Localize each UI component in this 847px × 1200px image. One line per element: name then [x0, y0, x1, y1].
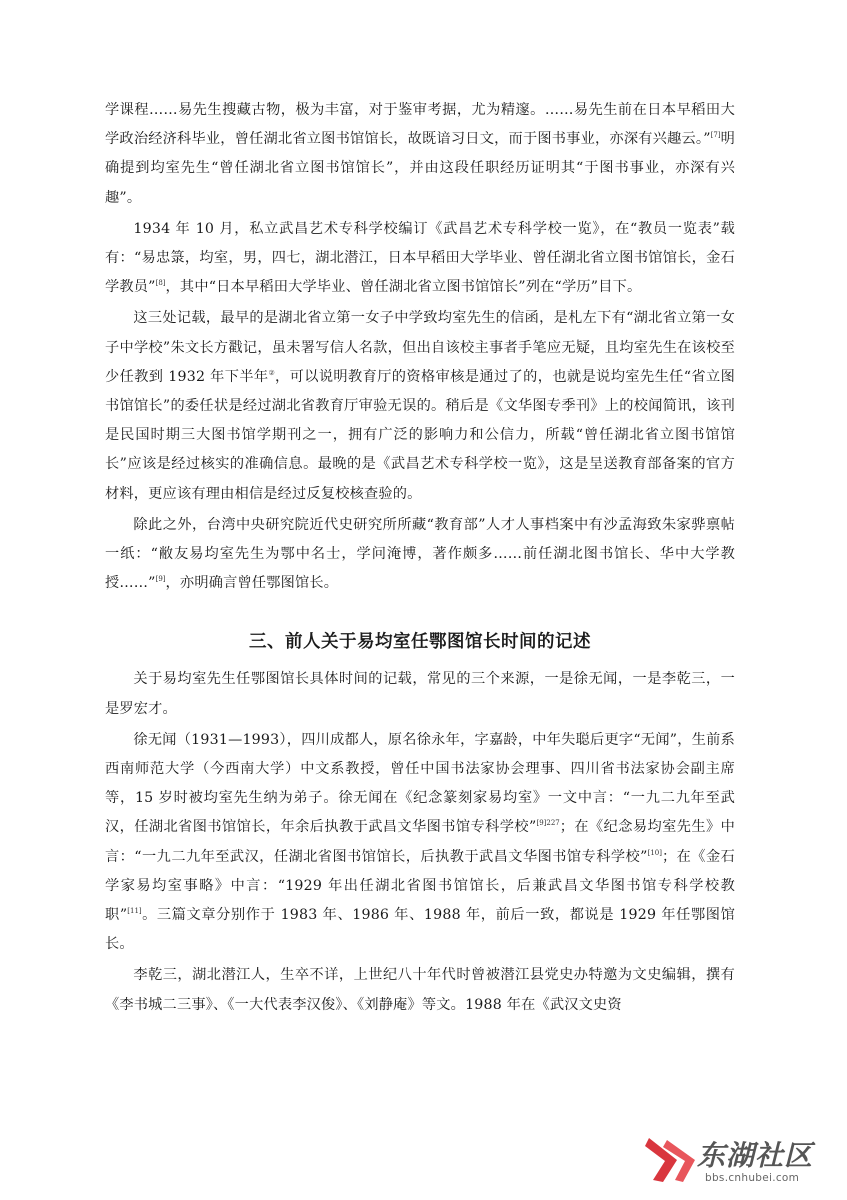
- paragraph-3: 这三处记载，最早的是湖北省立第一女子中学致均室先生的信函，是札左下有“湖北省立第一女子中学校”朱文长方戳记，虽未署写信人名款，但出自该校主事者手笔应无疑，且均室先生在该校至少任教到 1932 年下半年②，可以说明教育厅的资格审核是通过了的，也就是说均室先生任“省立图书馆馆长”的委任状是经过湖北省教育厅审验无误的。稍后是《文华图专季刊》上的校闻简讯，该刊是民国时期三大图书馆学期刊之一，拥有广泛的影响力和公信力，所载“曾任湖北省立图书馆馆长”应该是经过核实的准确信息。最晚的是《武昌艺术专科学校一览》，这是呈送教育部备案的官方材料，更应该有理由相信是经过反复校核查验的。: [105, 310, 736, 502]
- paragraph-1: 学课程……易先生搜藏古物，极为丰富，对于鉴审考据，尤为精邃。……易先生前在日本早稻田大学政治经济科毕业，曾任湖北省立图书馆馆长，故既谙习日文，而于图书事业，亦深有兴趣云。”[7]明确提到均室先生“曾任湖北省立图书馆馆长”，并由这段任职经历证明其“于图书事业，亦深有兴趣”。: [105, 102, 735, 206]
- watermark-url: bbs.cnhubei.com: [705, 1172, 800, 1184]
- site-logo-icon: [643, 1134, 703, 1186]
- section-title: 三、前人关于易均室任鄂图馆长时间的记述: [249, 632, 591, 653]
- paragraph-4: 除此之外，台湾中央研究院近代史研究所所藏“教育部”人才人事档案中有沙孟海致朱家骅禀帖一纸：“敝友易均室先生为鄂中名士，学问淹博，著作颇多……前任湖北图书馆长、华中大学教授……”[9]，亦明确言曾任鄂图馆长。: [105, 516, 735, 592]
- paragraph-6: 徐无闻（1931—1993），四川成都人，原名徐永年，字嘉龄，中年失聪后更字“无闻”，生前系西南师范大学（今西南大学）中文系教授，曾任中国书法家协会理事、四川省书法家协会副主席等，15 岁时被均室先生纳为弟子。徐无闻在《纪念篆刻家易均室》一文中言：“一九二九年至武汉，任湖北省图书馆馆长，年余后执教于武昌文华图书馆专科学校”$^{[9]227}$；在《纪念易均室先生》中言：“一九二九年至武汉，任湖北省图书馆馆长，后执教于武昌文华图书馆专科学校”[10]；在《金石学家易均室事略》中言：“1929 年出任湖北省图书馆馆长，后兼武昌文华图书馆专科学校教职”[11]。三篇文章分别作于 1983 年、1986 年、1988 年，前后一致，都说是 1929 年任鄂图馆长。: [105, 731, 735, 953]
- paragraph-5: 关于易均室先生任鄂图馆长具体时间的记载，常见的三个来源，一是徐无闻，一是李乾三，一是罗宏才。: [105, 671, 735, 717]
- footnote-ref: [8]: [155, 279, 166, 288]
- footnote-ref: [11]: [127, 907, 142, 916]
- footnote-ref: [9]227: [536, 819, 560, 828]
- footnote-ref: [10]: [647, 848, 662, 857]
- paragraph-2: 1934 年 10 月，私立武昌艺术专科学校编订《武昌艺术专科学校一览》，在“教员一览表”载有：“易忠箓，均室，男，四七，湖北潜江，日本早稻田大学毕业、曾任湖北省立图书馆馆长，金石学教员”[8]，其中“日本早稻田大学毕业、曾任湖北省立图书馆馆长”列在“学历”目下。: [105, 220, 735, 296]
- footnote-ref: [9]: [155, 575, 166, 584]
- watermark[interactable]: [643, 1132, 833, 1192]
- footnote-ref: [7]: [710, 131, 721, 140]
- article-body: [105, 96, 735, 1022]
- watermark-name: 东湖社区: [697, 1139, 814, 1172]
- paragraph-7: 李乾三，湖北潜江人，生卒不详，上世纪八十年代时曾被潜江县党史办特邀为文史编辑，撰有《李书城二三事》、《一大代表李汉俊》、《刘静庵》等文。1988 年在《武汉文史资: [105, 967, 735, 1013]
- footnote-ref: ②: [268, 368, 276, 377]
